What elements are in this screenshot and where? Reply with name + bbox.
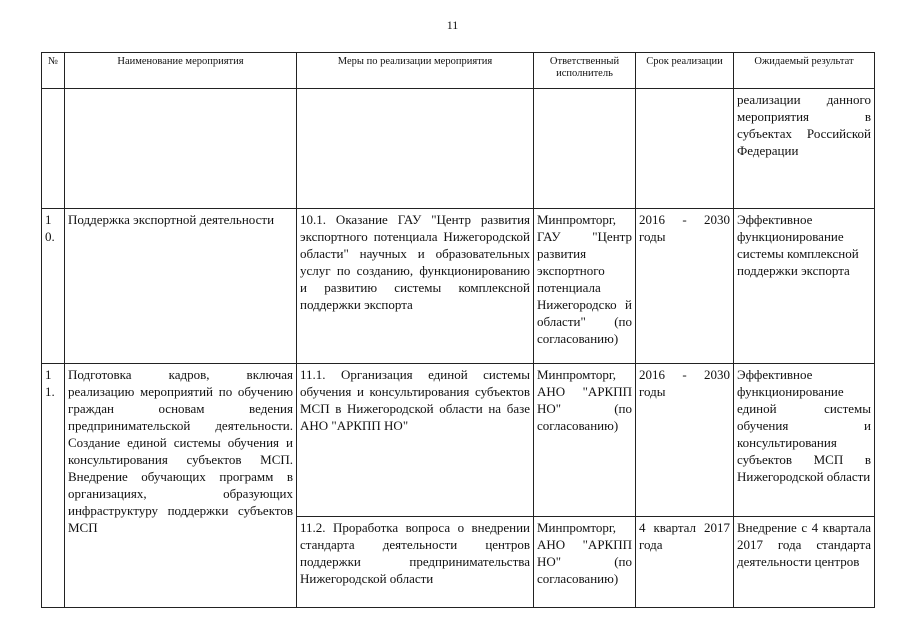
cell-term: 2016 - 2030 годы xyxy=(636,209,734,364)
header-event-name: Наименование мероприятия xyxy=(65,53,297,89)
cell-executor: Минпромторг, АНО "АРКПП НО" (по согласованию) xyxy=(534,364,636,517)
measures-table xyxy=(41,52,875,608)
cell-measure: 11.2. Проработка вопроса о внедрении стандарта деятельности центров поддержки предпринимательства Нижегородской области xyxy=(297,517,534,608)
cell-executor: Минпромторг, АНО "АРКПП НО" (по согласованию) xyxy=(534,517,636,608)
header-result: Ожидаемый результат xyxy=(734,53,875,89)
cell-measure: 11.1. Организация единой системы обучения и консультирования субъектов МСП в Нижегородской области на базе АНО "АРКПП НО" xyxy=(297,364,534,517)
cell-event-name: Поддержка экспортной деятельности xyxy=(65,209,297,364)
cell-number xyxy=(42,89,65,209)
cell-term: 4 квартал 2017 года xyxy=(636,517,734,608)
header-measures: Меры по реализации мероприятия xyxy=(297,53,534,89)
table-row xyxy=(42,364,875,517)
cell-executor: Минпромторг, ГАУ "Центр развития экспортного потенциала Нижегородско й области" (по согласованию) xyxy=(534,209,636,364)
header-executor: Ответственный исполнитель xyxy=(534,53,636,89)
cell-event-name xyxy=(65,89,297,209)
header-term: Срок реализации xyxy=(636,53,734,89)
cell-term: 2016 - 2030 годы xyxy=(636,364,734,517)
table-row xyxy=(42,89,875,209)
cell-result: Эффективное функционирование единой системы обучения и консультирования субъектов МСП в Нижегородской области xyxy=(734,364,875,517)
cell-measure xyxy=(297,89,534,209)
cell-measure: 10.1. Оказание ГАУ "Центр развития экспортного потенциала Нижегородской области" научных и образовательных услуг по созданию, функционированию и развитию системы комплексной поддержки экспорта xyxy=(297,209,534,364)
table-header-row xyxy=(42,53,875,89)
header-number: № xyxy=(42,53,65,89)
cell-number: 1 0. xyxy=(42,209,65,364)
table-row xyxy=(42,209,875,364)
cell-event-name: Подготовка кадров, включая реализацию мероприятий по обучению граждан основам ведения предпринимательской деятельности. Создание единой системы обучения и консультирования субъектов МСП. Внедрение обучающих программ в организациях, образующих инфраструктуру поддержки субъектов МСП xyxy=(65,364,297,608)
cell-term xyxy=(636,89,734,209)
cell-result: Внедрение с 4 квартала 2017 года стандарта деятельности центров xyxy=(734,517,875,608)
cell-executor xyxy=(534,89,636,209)
cell-number: 1 1. xyxy=(42,364,65,608)
cell-result: Эффективное функционирование системы комплексной поддержки экспорта xyxy=(734,209,875,364)
page-number: 11 xyxy=(446,18,459,32)
cell-result: реализации данного мероприятия в субъектах Российской Федерации xyxy=(734,89,875,209)
